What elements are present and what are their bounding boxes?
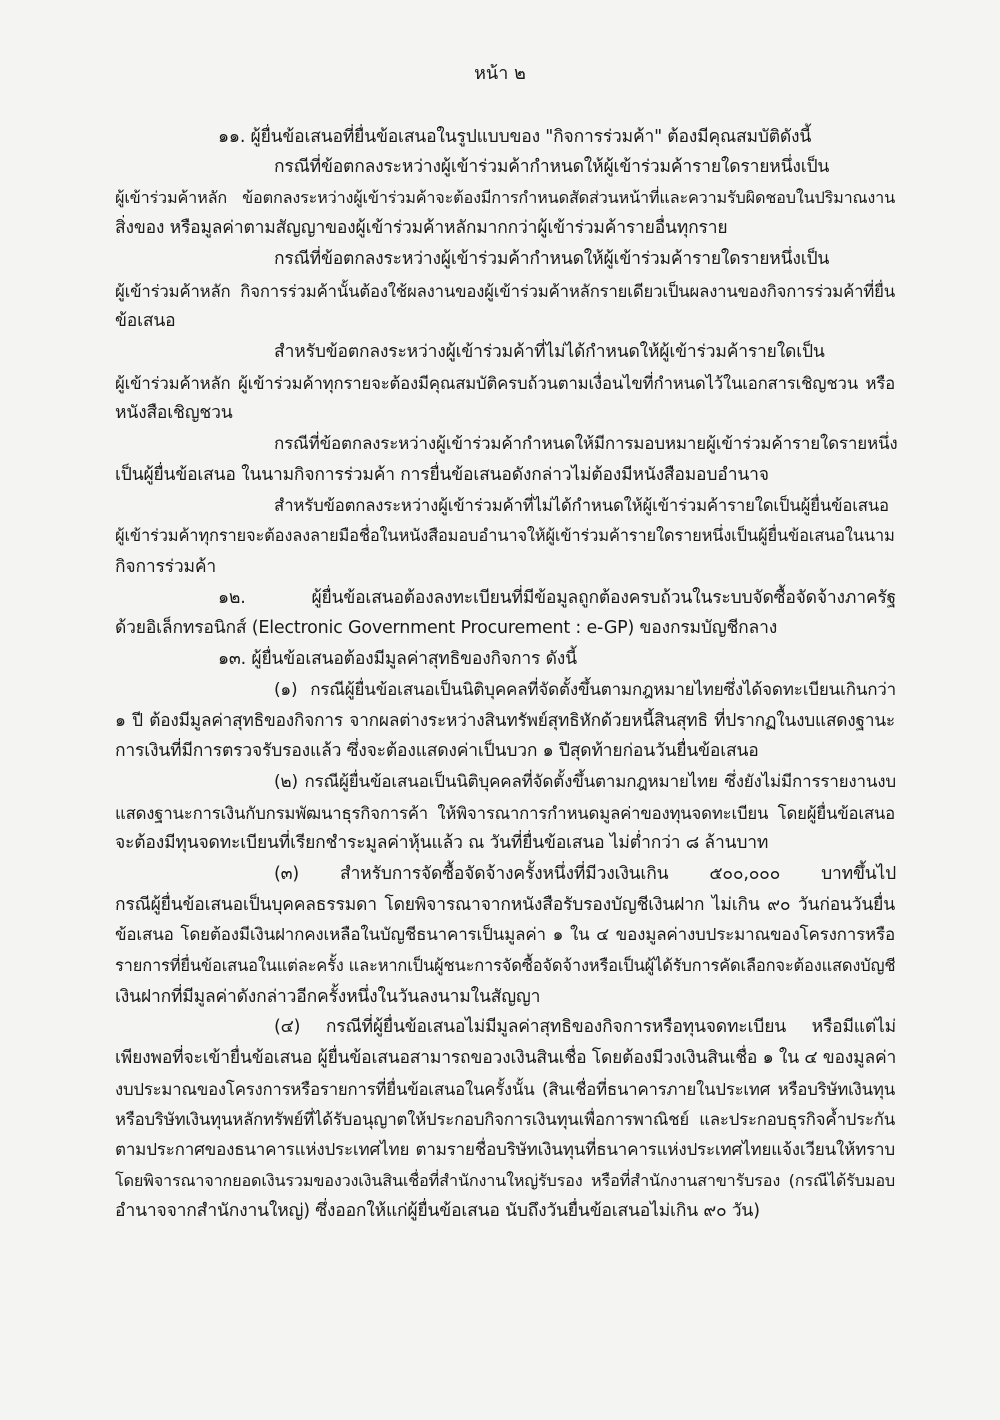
paragraph-line: สำหรับข้อตกลงระหว่างผู้เข้าร่วมค้าที่ไม่ได้กำหนดให้ผู้เข้าร่วมค้ารายใดเป็นผู้ยื่นข้อเสนอ [274, 495, 889, 515]
paragraph-line: กรณีที่ข้อตกลงระหว่างผู้เข้าร่วมค้ากำหนดให้ผู้เข้าร่วมค้ารายใดรายหนึ่งเป็น [274, 157, 830, 177]
section-13-heading: ๑๓. ผู้ยื่นข้อเสนอต้องมีมูลค่าสุทธิของกิจการ ดังนี้ [218, 649, 577, 669]
paragraph-line: (๓) สำหรับการจัดซื้อจัดจ้างครั้งหนึ่งที่มีวงเงินเกิน ๕๐๐,๐๐๐ บาทขึ้นไป [274, 864, 896, 884]
paragraph-line: โดยพิจารณาจากยอดเงินรวมของวงเงินสินเชื่อที่สำนักงานใหญ่รับรอง หรือที่สำนักงานสาขารับรอง (กรณีได้รับมอบ [115, 1171, 895, 1190]
paragraph-line: เป็นผู้ยื่นข้อเสนอ ในนามกิจการร่วมค้า การยื่นข้อเสนอดังกล่าวไม่ต้องมีหนังสือมอบอำนาจ [115, 465, 769, 485]
paragraph-line: สิ่งของ หรือมูลค่าตามสัญญาของผู้เข้าร่วมค้าหลักมากกว่าผู้เข้าร่วมค้ารายอื่นทุกราย [115, 218, 728, 238]
paragraph-line: เงินฝากที่มีมูลค่าดังกล่าวอีกครั้งหนึ่งในวันลงนามในสัญญา [115, 987, 541, 1007]
paragraph-line: หนังสือเชิญชวน [115, 403, 233, 423]
section-12-heading: ๑๒. ผู้ยื่นข้อเสนอต้องลงทะเบียนที่มีข้อมูลถูกต้องครบถ้วนในระบบจัดซื้อจัดจ้างภาครัฐ [218, 588, 896, 608]
paragraph-line: ด้วยอิเล็กทรอนิกส์ (Electronic Government Procurement : e-GP) ของกรมบัญชีกลาง [115, 618, 778, 638]
paragraph-line: สำหรับข้อตกลงระหว่างผู้เข้าร่วมค้าที่ไม่ได้กำหนดให้ผู้เข้าร่วมค้ารายใดเป็น [274, 342, 825, 362]
paragraph-line: ตามประกาศของธนาคารแห่งประเทศไทย ตามรายชื่อบริษัทเงินทุนที่ธนาคารแห่งประเทศไทยแจ้งเวียนให้ทราบ [115, 1140, 895, 1160]
paragraph-line: งบประมาณของโครงการหรือรายการที่ยื่นข้อเสนอในครั้งนั้น (สินเชื่อที่ธนาคารภายในประเทศ หรือบริษัทเงินทุน [115, 1079, 895, 1099]
paragraph-line: เพียงพอที่จะเข้ายื่นข้อเสนอ ผู้ยื่นข้อเสนอสามารถขอวงเงินสินเชื่อ โดยต้องมีวงเงินสินเชื่อ ๑ ใน ๔ ของมูลค่า [115, 1048, 897, 1068]
page-number: หน้า ๒ [474, 63, 526, 84]
paragraph-line: ผู้เข้าร่วมค้าหลัก ผู้เข้าร่วมค้าทุกรายจะต้องมีคุณสมบัติครบถ้วนตามเงื่อนไขที่กำหนดไว้ในเอกสารเชิญชวน หรือ [115, 373, 895, 393]
paragraph-line: กรณีผู้ยื่นข้อเสนอเป็นบุคคลธรรมดา โดยพิจารณาจากหนังสือรับรองบัญชีเงินฝาก ไม่เกิน ๙๐ วันก่อนวันยื่น [115, 895, 895, 915]
paragraph-line: กิจการร่วมค้า [115, 557, 216, 577]
paragraph-line: ผู้เข้าร่วมค้าทุกรายจะต้องลงลายมือชื่อในหนังสือมอบอำนาจให้ผู้เข้าร่วมค้ารายใดรายหนึ่งเป็นผู้ยื่นข้อเสนอในนาม [115, 526, 895, 545]
paragraph-line: ข้อเสนอ โดยต้องมีเงินฝากคงเหลือในบัญชีธนาคารเป็นมูลค่า ๑ ใน ๔ ของมูลค่างบประมาณของโครงการหรือ [115, 925, 895, 945]
paragraph-line: การเงินที่มีการตรวจรับรองแล้ว ซึ่งจะต้องแสดงค่าเป็นบวก ๑ ปีสุดท้ายก่อนวันยื่นข้อเสนอ [115, 741, 759, 761]
paragraph-line: (๔) กรณีที่ผู้ยื่นข้อเสนอไม่มีมูลค่าสุทธิของกิจการหรือทุนจดทะเบียน หรือมีแต่ไม่ [274, 1017, 896, 1037]
paragraph-line: (๒) กรณีผู้ยื่นข้อเสนอเป็นนิติบุคคลที่จัดตั้งขึ้นตามกฎหมายไทย ซึ่งยังไม่มีการรายงานงบ [274, 772, 896, 792]
paragraph-line: (๑) กรณีผู้ยื่นข้อเสนอเป็นนิติบุคคลที่จัดตั้งขึ้นตามกฎหมายไทยซึ่งได้จดทะเบียนเกินกว่า [274, 680, 896, 700]
paragraph-line: หรือบริษัทเงินทุนหลักทรัพย์ที่ได้รับอนุญาตให้ประกอบกิจการเงินทุนเพื่อการพาณิชย์ และประกอบธุรกิจค้ำประกัน [115, 1109, 895, 1129]
paragraph-line: จะต้องมีทุนจดทะเบียนที่เรียกชำระมูลค่าหุ้นแล้ว ณ วันที่ยื่นข้อเสนอ ไม่ต่ำกว่า ๘ ล้านบาท [115, 833, 769, 853]
paragraph-line: อำนาจจากสำนักงานใหญ่) ซึ่งออกให้แก่ผู้ยื่นข้อเสนอ นับถึงวันยื่นข้อเสนอไม่เกิน ๙๐ วัน) [115, 1201, 760, 1221]
paragraph-line: ผู้เข้าร่วมค้าหลัก ข้อตกลงระหว่างผู้เข้าร่วมค้าจะต้องมีการกำหนดสัดส่วนหน้าที่และความรับผิดชอบในปริมาณงาน [115, 188, 895, 207]
paragraph-line: แสดงฐานะการเงินกับกรมพัฒนาธุรกิจการค้า ให้พิจารณาการกำหนดมูลค่าของทุนจดทะเบียน โดยผู้ยื่นข้อเสนอ [115, 803, 895, 823]
paragraph-line: กรณีที่ข้อตกลงระหว่างผู้เข้าร่วมค้ากำหนดให้ผู้เข้าร่วมค้ารายใดรายหนึ่งเป็น [274, 249, 830, 269]
paragraph-line: รายการที่ยื่นข้อเสนอในแต่ละครั้ง และหากเป็นผู้ชนะการจัดซื้อจัดจ้างหรือเป็นผู้ได้รับการคัดเลือกจะต้องแสดงบัญชี [115, 956, 896, 975]
paragraph-line: ข้อเสนอ [115, 311, 176, 331]
section-11-heading: ๑๑. ผู้ยื่นข้อเสนอที่ยื่นข้อเสนอในรูปแบบของ "กิจการร่วมค้า" ต้องมีคุณสมบัติดังนี้ [218, 127, 812, 147]
paragraph-line: ๑ ปี ต้องมีมูลค่าสุทธิของกิจการ จากผลต่างระหว่างสินทรัพย์สุทธิหักด้วยหนี้สินสุทธิ ที่ปรากฏในงบแสดงฐานะ [115, 711, 895, 731]
paragraph-line: กรณีที่ข้อตกลงระหว่างผู้เข้าร่วมค้ากำหนดให้มีการมอบหมายผู้เข้าร่วมค้ารายใดรายหนึ่ง [274, 434, 898, 454]
paragraph-line: ผู้เข้าร่วมค้าหลัก กิจการร่วมค้านั้นต้องใช้ผลงานของผู้เข้าร่วมค้าหลักรายเดียวเป็นผลงานของกิจการร่วมค้าที่ยื่น [115, 281, 895, 301]
